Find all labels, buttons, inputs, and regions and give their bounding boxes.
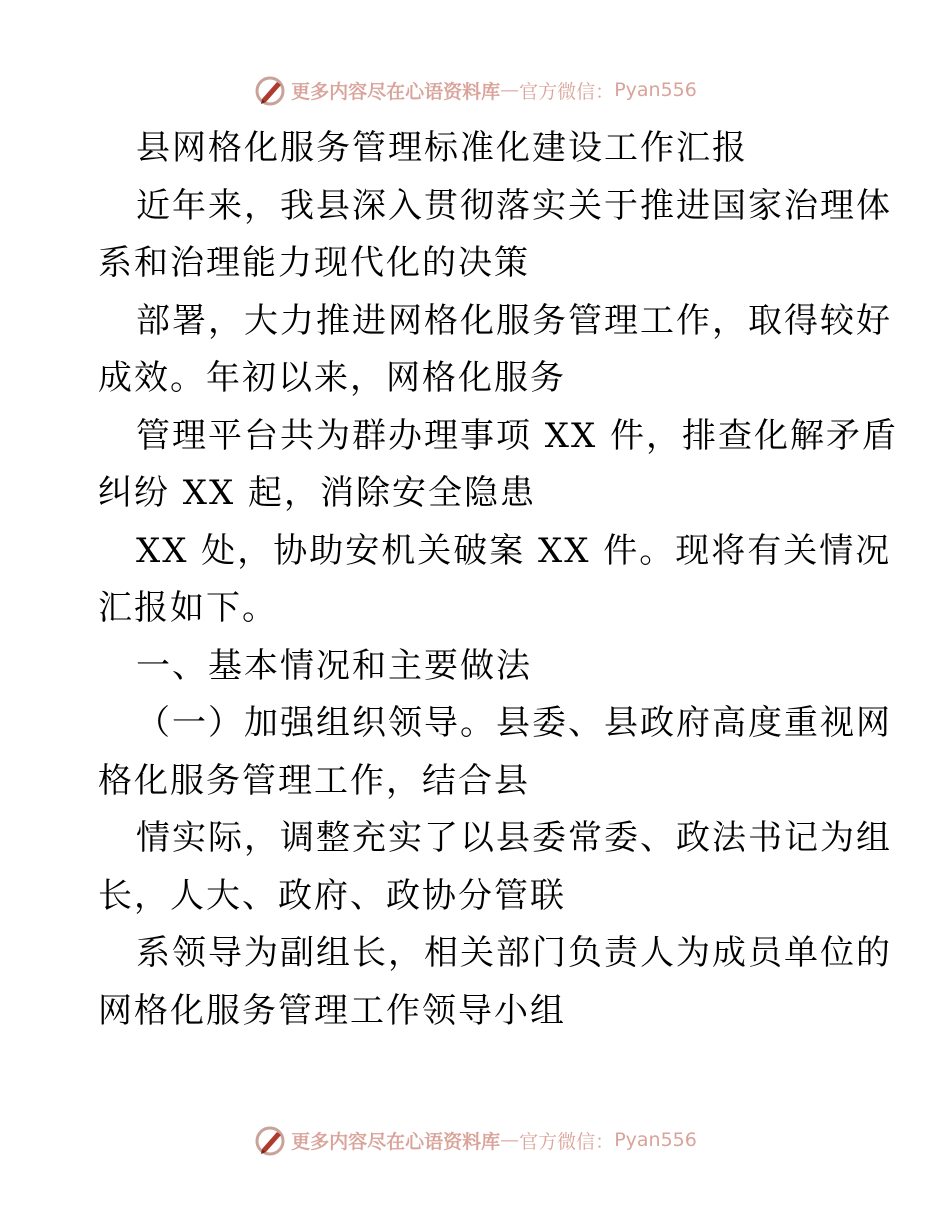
section-heading: 一、基本情况和主要做法 [136, 645, 532, 686]
footer-watermark [0, 1120, 950, 1160]
doc-line: 管理平台共为群办理事项 XX 件，排查化解矛盾 [136, 415, 899, 456]
doc-line: 格化服务管理工作，结合县 [98, 760, 530, 801]
doc-line: 系领导为副组长，相关部门负责人为成员单位的 [136, 933, 892, 973]
watermark-wechat-id: Pyan556 [614, 79, 697, 101]
header-watermark [0, 70, 950, 110]
doc-line: 网格化服务管理工作领导小组 [98, 990, 566, 1031]
doc-line: XX 处，协助安机关破案 XX 件。现将有关情况 [136, 530, 892, 571]
watermark-dash: — [500, 79, 520, 101]
watermark-wechat-id: Pyan556 [614, 1129, 697, 1151]
doc-line: 系和治理能力现代化的决策 [98, 243, 530, 283]
pen-logo-icon [253, 1123, 287, 1157]
doc-line: 汇报如下。 [98, 588, 278, 628]
doc-line: 长，人大、政府、政协分管联 [98, 875, 566, 916]
doc-line: 近年来，我县深入贯彻落实关于推进国家治理体 [136, 185, 892, 226]
doc-line: 部署，大力推进网格化服务管理工作，取得较好 [136, 300, 892, 341]
doc-line: 纠纷 XX 起，消除安全隐患 [98, 473, 537, 513]
watermark-wechat-label: 官方微信： [519, 1130, 615, 1153]
pen-logo-icon [253, 73, 287, 107]
watermark-wechat-label: 官方微信： [519, 80, 615, 103]
document-body [98, 120, 899, 1040]
doc-line: 成效。年初以来，网格化服务 [98, 358, 566, 398]
watermark-main-text: 更多内容尽在心语资料库 [291, 1130, 501, 1153]
doc-line: 情实际，调整充实了以县委常委、政法书记为组 [136, 818, 892, 858]
doc-title: 县网格化服务管理标准化建设工作汇报 [136, 128, 748, 168]
watermark-main-text: 更多内容尽在心语资料库 [291, 80, 501, 103]
doc-line: （一）加强组织领导。县委、县政府高度重视网 [136, 703, 892, 743]
watermark-dash: — [500, 1129, 520, 1151]
